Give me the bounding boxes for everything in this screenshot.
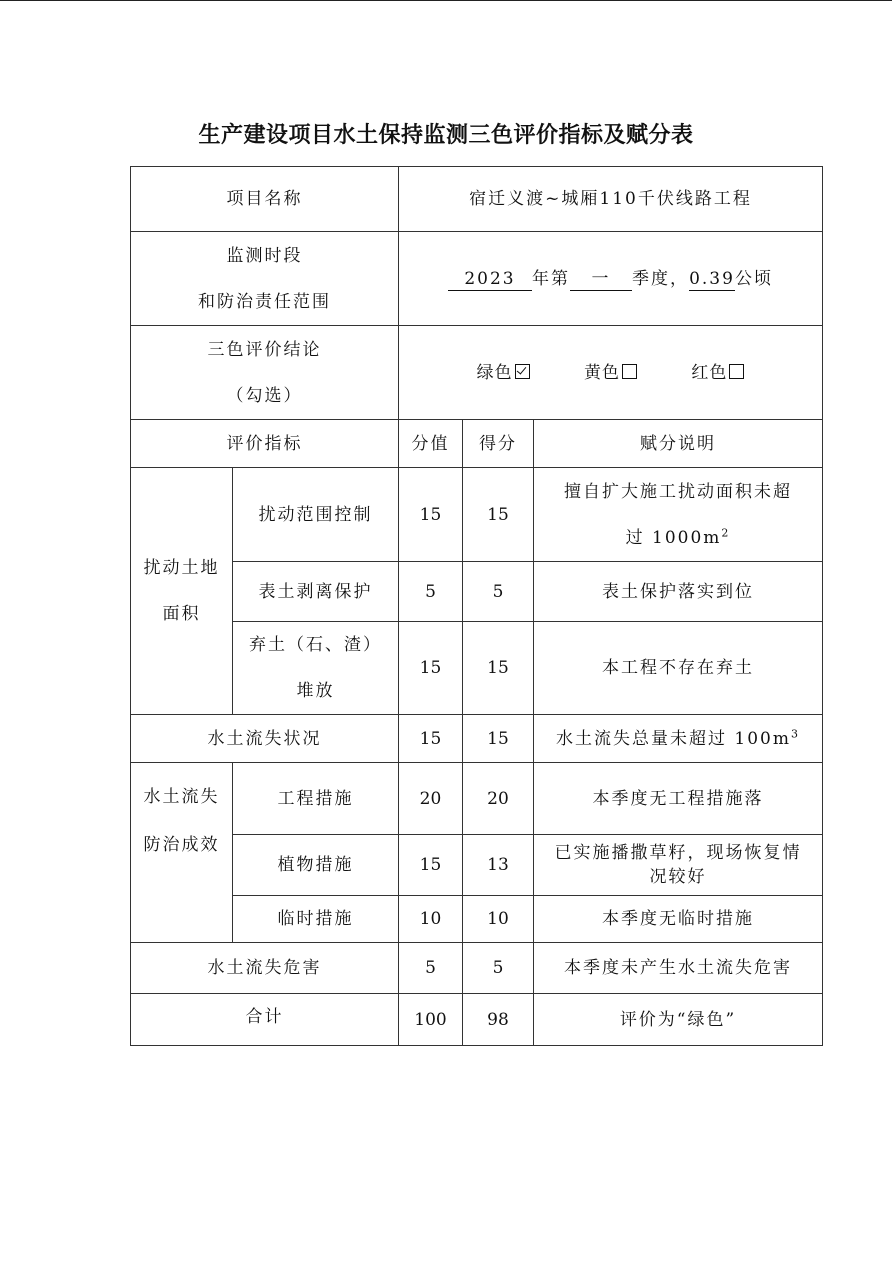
row-score: 15 <box>463 715 534 763</box>
row-name: 水土流失状况 <box>131 715 399 763</box>
table-row <box>131 763 823 835</box>
evaluation-table <box>130 166 823 1046</box>
project-label: 项目名称 <box>131 167 399 232</box>
row-name: 水土流失危害 <box>131 943 399 994</box>
period-quarter-text: 季度， <box>632 268 689 289</box>
row-max: 15 <box>399 835 463 896</box>
group-control-line2: 防治成效 <box>143 835 220 855</box>
row-score: 10 <box>463 896 534 943</box>
row-note-line1: 已实施播撒草籽，现场恢复情 <box>554 843 802 863</box>
period-value <box>399 232 823 326</box>
row-score: 15 <box>463 468 534 562</box>
total-label: 合计 <box>131 994 399 1046</box>
group-disturbance-line1: 扰动土地 <box>143 558 220 578</box>
row-max: 20 <box>399 763 463 835</box>
total-note: 评价为“绿色” <box>534 994 823 1046</box>
row-note <box>534 835 823 896</box>
row-note-superscript: 2 <box>721 525 731 539</box>
group-control-line1: 水土流失 <box>143 787 220 807</box>
checkbox-yellow-icon[interactable] <box>622 364 637 379</box>
row-name: 植物措施 <box>233 835 399 896</box>
row-max: 15 <box>399 468 463 562</box>
table-row <box>131 562 823 622</box>
row-note: 本季度无临时措施 <box>534 896 823 943</box>
row-note: 本季度无工程措施落 <box>534 763 823 835</box>
row-note-superscript: 3 <box>791 726 800 740</box>
row-note <box>534 468 823 562</box>
row-score: 5 <box>463 562 534 622</box>
period-row <box>131 232 823 326</box>
project-row <box>131 167 823 232</box>
period-area: 0.39 <box>689 268 735 289</box>
table-row <box>131 622 823 715</box>
option-yellow-label: 黄色 <box>584 362 620 383</box>
header-note: 赋分说明 <box>534 420 823 468</box>
row-name: 工程措施 <box>233 763 399 835</box>
option-yellow[interactable] <box>584 360 637 386</box>
checkbox-red-icon[interactable] <box>729 364 744 379</box>
option-red[interactable] <box>691 360 744 386</box>
row-note: 本季度未产生水土流失危害 <box>534 943 823 994</box>
row-score: 13 <box>463 835 534 896</box>
group-disturbance-line2: 面积 <box>162 604 201 624</box>
period-year: 2023 <box>448 268 532 291</box>
row-max: 10 <box>399 896 463 943</box>
row-note <box>534 715 823 763</box>
header-max-score: 分值 <box>399 420 463 468</box>
group-control <box>131 763 233 943</box>
conclusion-label <box>131 326 399 420</box>
row-note: 表土保护落实到位 <box>534 562 823 622</box>
table-row <box>131 468 823 562</box>
total-max: 100 <box>399 994 463 1046</box>
table-row <box>131 715 823 763</box>
row-max: 15 <box>399 715 463 763</box>
row-note-line1: 擅自扩大施工扰动面积未超 <box>564 481 792 502</box>
row-name: 临时措施 <box>233 896 399 943</box>
total-row <box>131 994 823 1046</box>
row-score: 5 <box>463 943 534 994</box>
row-name: 表土剥离保护 <box>233 562 399 622</box>
row-note-line2 <box>540 515 816 561</box>
header-indicator: 评价指标 <box>131 420 399 468</box>
period-label-line2: 和防治责任范围 <box>198 291 331 312</box>
document-title: 生产建设项目水土保持监测三色评价指标及赋分表 <box>198 123 694 148</box>
option-green[interactable] <box>477 360 530 386</box>
row-max: 5 <box>399 562 463 622</box>
row-score: 15 <box>463 622 534 715</box>
option-green-label: 绿色 <box>476 362 513 383</box>
period-label-line1: 监测时段 <box>226 245 303 266</box>
row-score: 20 <box>463 763 534 835</box>
table-row <box>131 896 823 943</box>
option-red-label: 红色 <box>691 362 728 383</box>
row-note-text: 过 1000m <box>625 527 722 548</box>
table-row <box>131 835 823 896</box>
row-note: 本工程不存在弃土 <box>534 622 823 715</box>
row-name-line2: 堆放 <box>296 681 335 701</box>
period-area-unit: 公顷 <box>735 268 773 289</box>
project-name: 宿迁义渡~城厢110千伏线路工程 <box>399 167 823 232</box>
total-score: 98 <box>463 994 534 1046</box>
row-note-text: 水土流失总量未超过 100m <box>556 728 791 749</box>
conclusion-options <box>399 326 823 420</box>
checkbox-green-icon[interactable] <box>515 364 530 379</box>
row-max: 15 <box>399 622 463 715</box>
header-row <box>131 420 823 468</box>
period-quarter: 一 <box>570 268 632 291</box>
row-max: 5 <box>399 943 463 994</box>
conclusion-label-line2: （勾选） <box>226 385 303 406</box>
conclusion-label-line1: 三色评价结论 <box>207 339 322 360</box>
header-score: 得分 <box>463 420 534 468</box>
row-name: 扰动范围控制 <box>233 468 399 562</box>
conclusion-row <box>131 326 823 420</box>
period-year-text: 年第 <box>532 268 570 289</box>
row-note-line2: 况较好 <box>649 867 707 887</box>
row-name <box>233 622 399 715</box>
top-border-line <box>0 0 892 1</box>
table-row <box>131 943 823 994</box>
period-label <box>131 232 399 326</box>
group-disturbance <box>131 468 233 715</box>
row-name-line1: 弃土（石、渣） <box>249 635 382 655</box>
